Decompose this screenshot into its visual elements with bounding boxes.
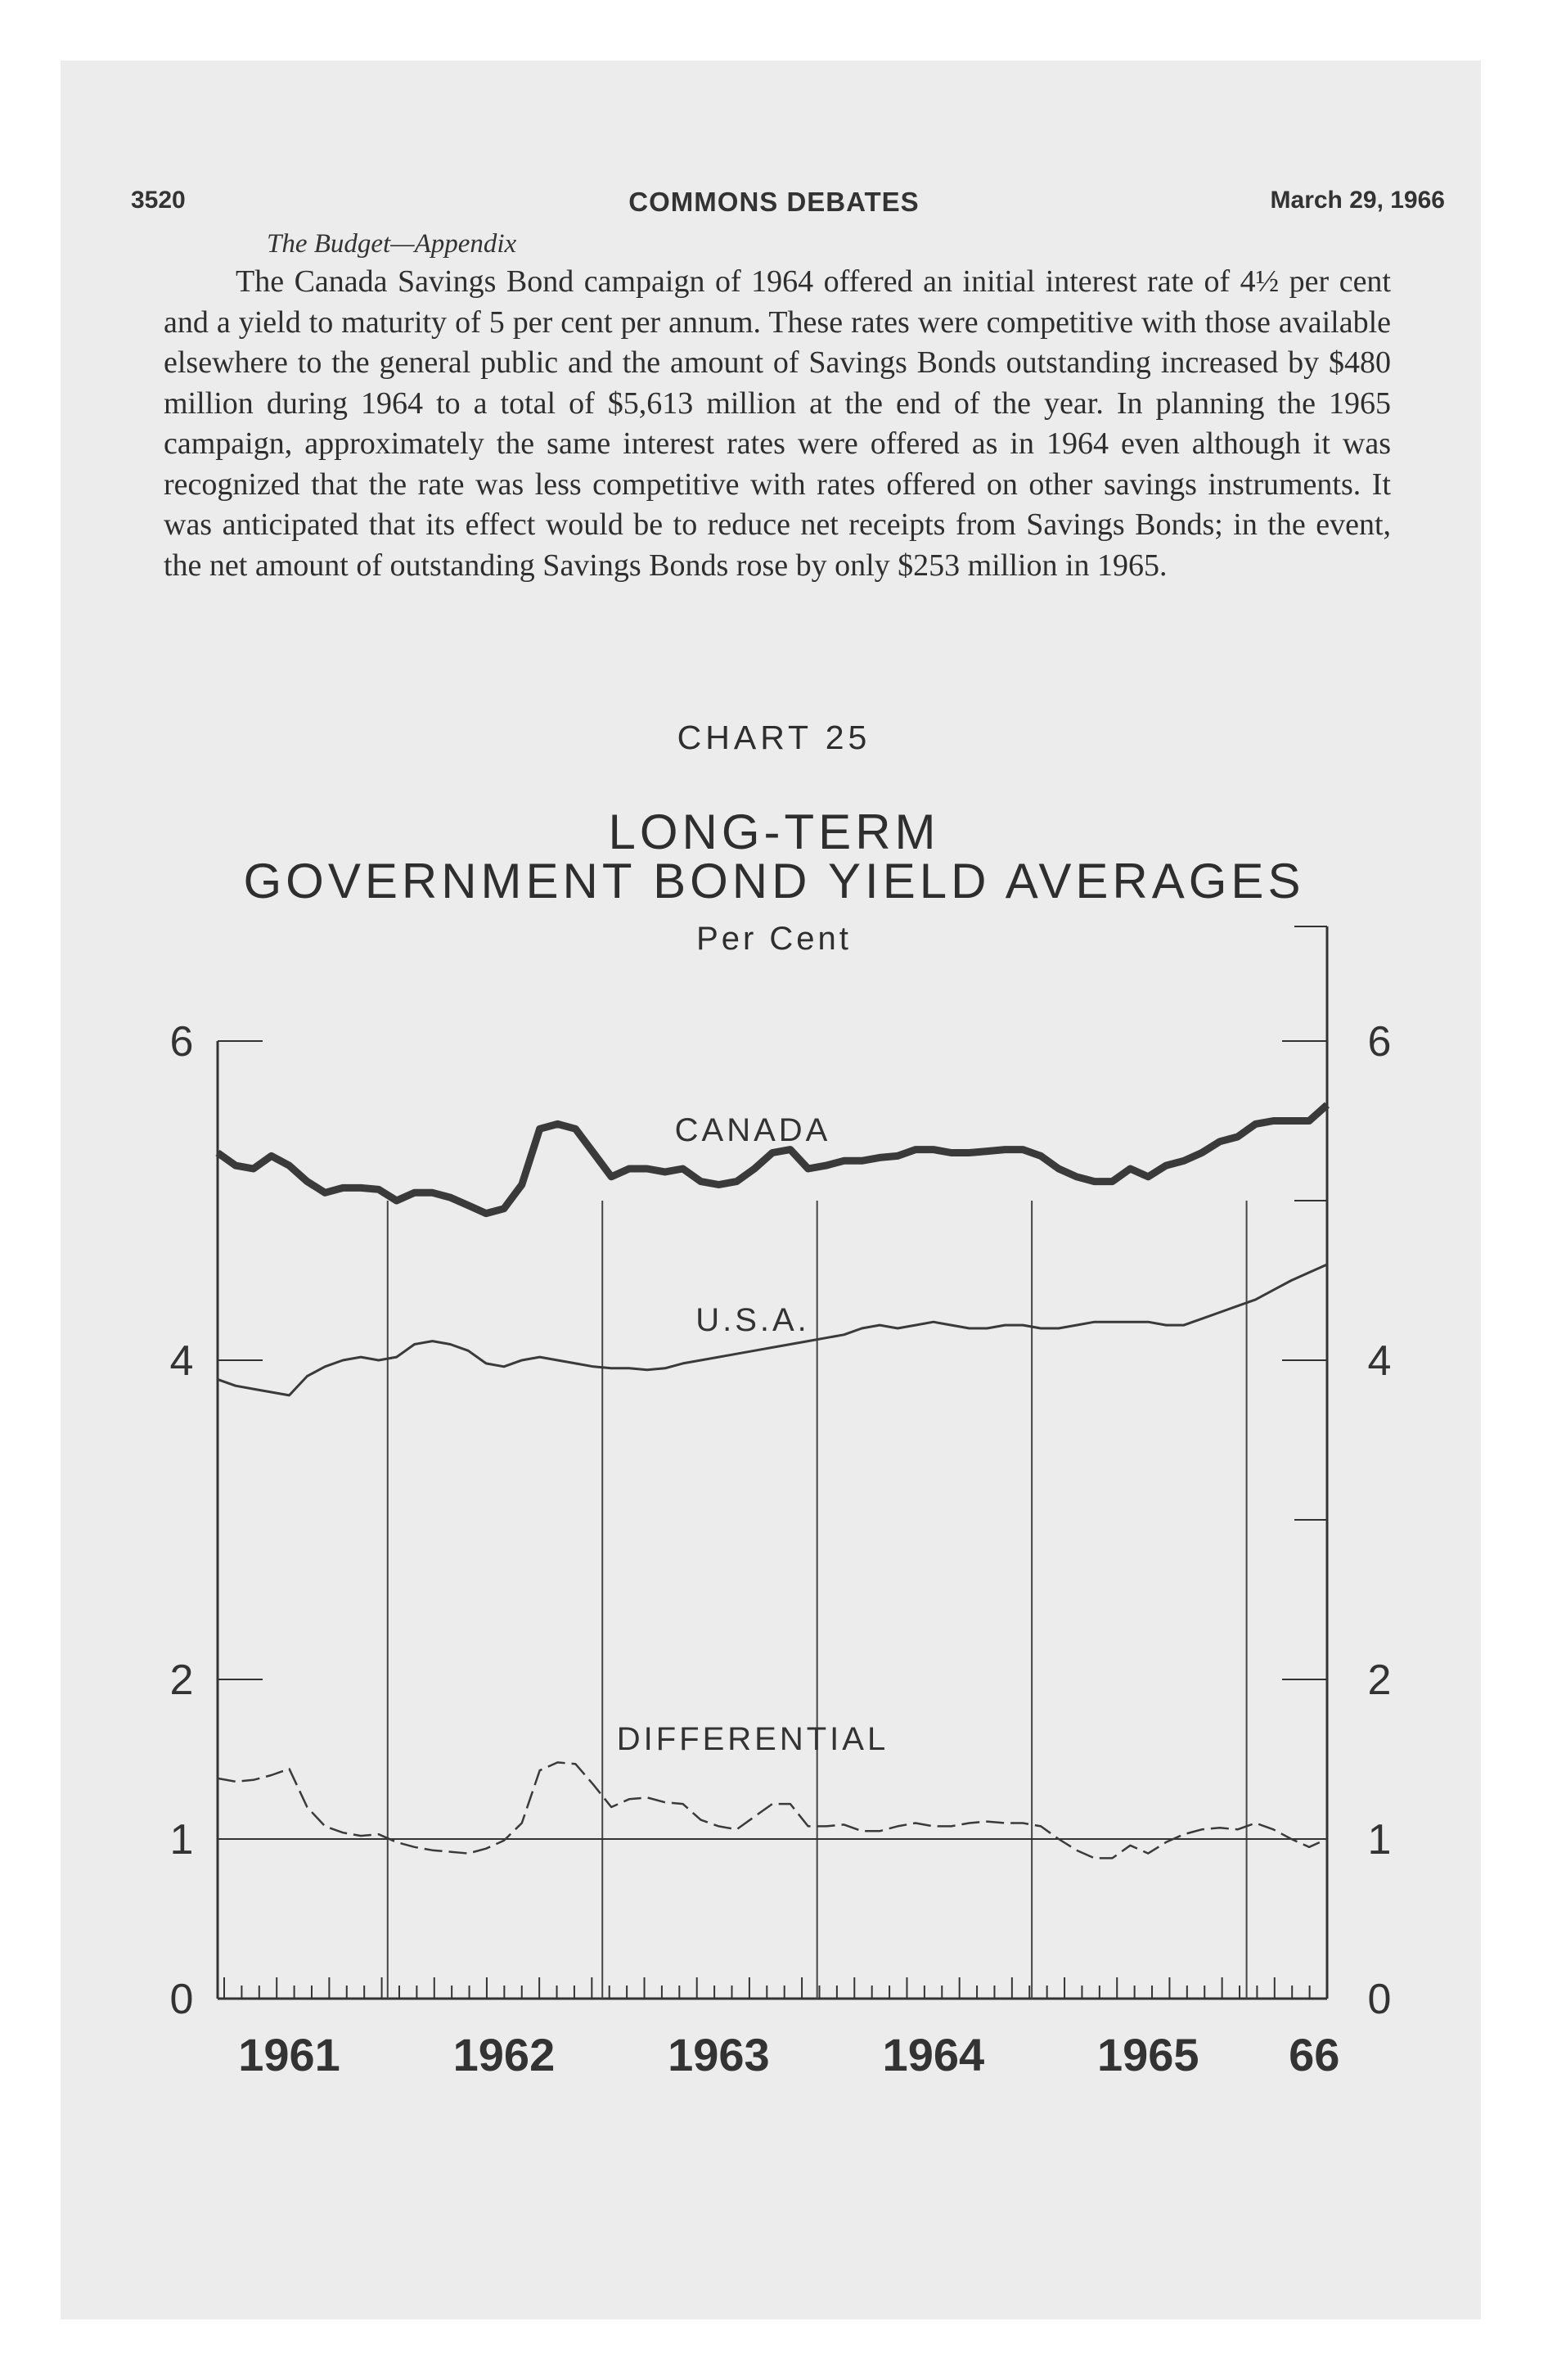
section-heading: The Budget—Appendix [267, 229, 517, 259]
y-label-right-2: 2 [1367, 1657, 1392, 1704]
series-label-differential: DIFFERENTIAL [616, 1721, 889, 1757]
x-label-1965: 1965 [1097, 2029, 1199, 2080]
issue-date: March 29, 1966 [1270, 187, 1445, 214]
x-label-1963: 1963 [668, 2029, 770, 2080]
y-label-left-2: 2 [169, 1657, 194, 1704]
series-label-canada: CANADA [674, 1112, 831, 1148]
x-label-1961: 1961 [238, 2029, 340, 2080]
chart-title-line1: LONG-TERM [608, 805, 940, 859]
chart-number: CHART 25 [677, 719, 871, 756]
chart-title-line2: GOVERNMENT BOND YIELD AVERAGES [243, 854, 1305, 908]
x-label-1964: 1964 [882, 2029, 985, 2080]
body-paragraph: The Canada Savings Bond campaign of 1964 offered an initial interest rate of 4½ per cent and a yield to maturity of 5 per cent per annum. These rates were competitive with those available elsewhere to the general public and the amount of Savings Bonds outstanding increased by $480 million during 1964 to a total of $5,613 million at the end of the year. In planning the 1965 campaign, approximately the same interest rates were offered as in 1964 even although it was recognized that the rate was less competitive with rates offered on other savings instruments. It was anticipated that its effect would be to reduce net receipts from Savings Bonds; in the event, the net amount of outstanding Savings Bonds rose by only $253 million in 1965. [164, 264, 1391, 583]
y-label-left-6: 6 [169, 1018, 194, 1066]
series-differential-line [218, 1762, 1327, 1858]
y-label-right-1: 1 [1367, 1816, 1392, 1864]
x-label-1962: 1962 [452, 2029, 556, 2080]
y-label-left-1: 1 [169, 1816, 194, 1864]
y-label-left-0: 0 [169, 1976, 194, 2023]
chart-y-unit-label: Per Cent [696, 921, 852, 957]
y-label-left-4: 4 [169, 1337, 194, 1385]
x-label-66: 66 [1289, 2029, 1340, 2080]
y-label-right-0: 0 [1367, 1976, 1392, 2023]
page-number: 3520 [131, 187, 186, 214]
series-label-usa: U.S.A. [695, 1302, 810, 1338]
y-label-right-4: 4 [1367, 1337, 1392, 1385]
y-label-right-6: 6 [1367, 1018, 1392, 1066]
journal-title: COMMONS DEBATES [628, 187, 920, 217]
